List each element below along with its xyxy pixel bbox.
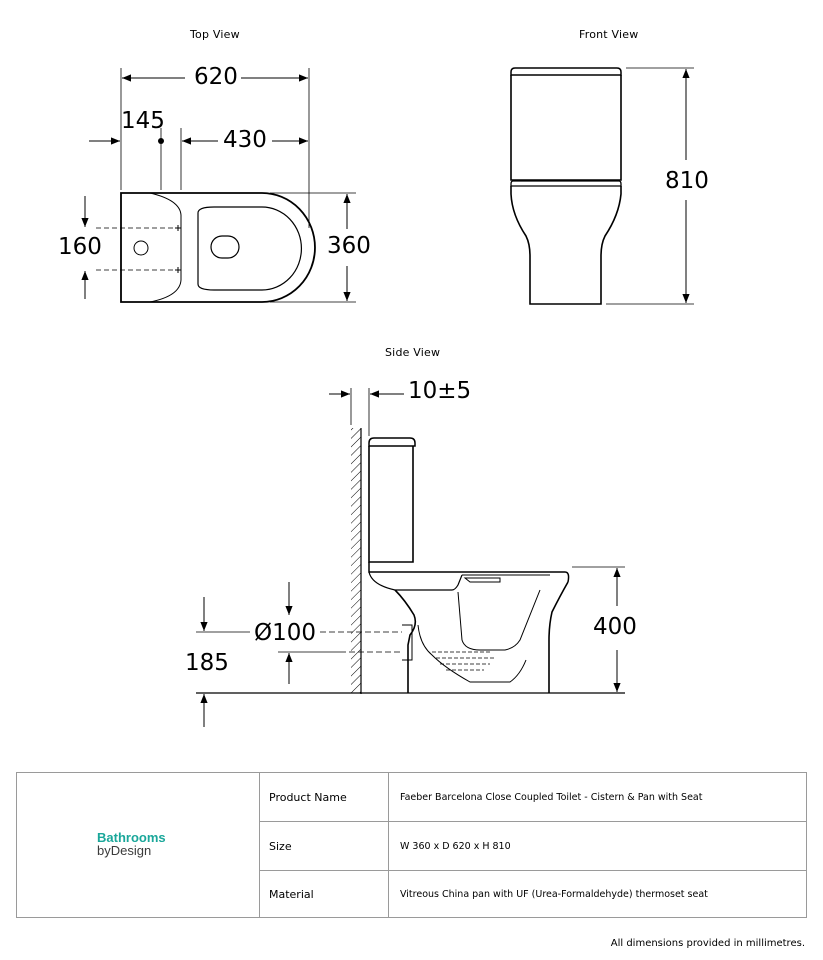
spec-row-material — [259, 871, 806, 917]
spec-value: Faeber Barcelona Close Coupled Toilet - Cistern & Pan with Seat — [400, 791, 703, 803]
side-view-drawing — [196, 388, 625, 727]
spec-table — [16, 772, 807, 918]
brand-line2: byDesign — [97, 843, 152, 858]
side-view-label: Side View — [385, 346, 441, 359]
dim-outlet-diameter: Ø100 — [254, 620, 317, 646]
dim-810: 810 — [665, 168, 709, 194]
brand-line1: Bathrooms — [97, 830, 166, 845]
dim-wall-gap: 10±5 — [408, 378, 472, 404]
top-view-label: Top View — [190, 28, 240, 41]
logo-cell — [17, 773, 260, 917]
spec-value: Vitreous China pan with UF (Urea-Formaldehyde) thermoset seat — [400, 888, 708, 900]
top-view-drawing — [85, 64, 356, 302]
spec-value: W 360 x D 620 x H 810 — [400, 840, 511, 852]
spec-row-size — [259, 822, 806, 871]
spec-row-product-name — [259, 773, 806, 822]
brand-logo — [97, 831, 166, 857]
spec-label: Size — [259, 822, 389, 870]
dim-145: 145 — [121, 108, 165, 134]
front-view-label: Front View — [579, 28, 639, 41]
spec-label: Material — [259, 871, 389, 917]
dim-430: 430 — [223, 127, 267, 153]
spec-label: Product Name — [259, 773, 389, 821]
units-footnote: All dimensions provided in millimetres. — [610, 938, 805, 949]
dim-160: 160 — [58, 234, 102, 260]
dim-360: 360 — [327, 233, 371, 259]
dim-620: 620 — [194, 64, 238, 90]
dim-185: 185 — [185, 650, 229, 676]
dim-400: 400 — [593, 614, 637, 640]
